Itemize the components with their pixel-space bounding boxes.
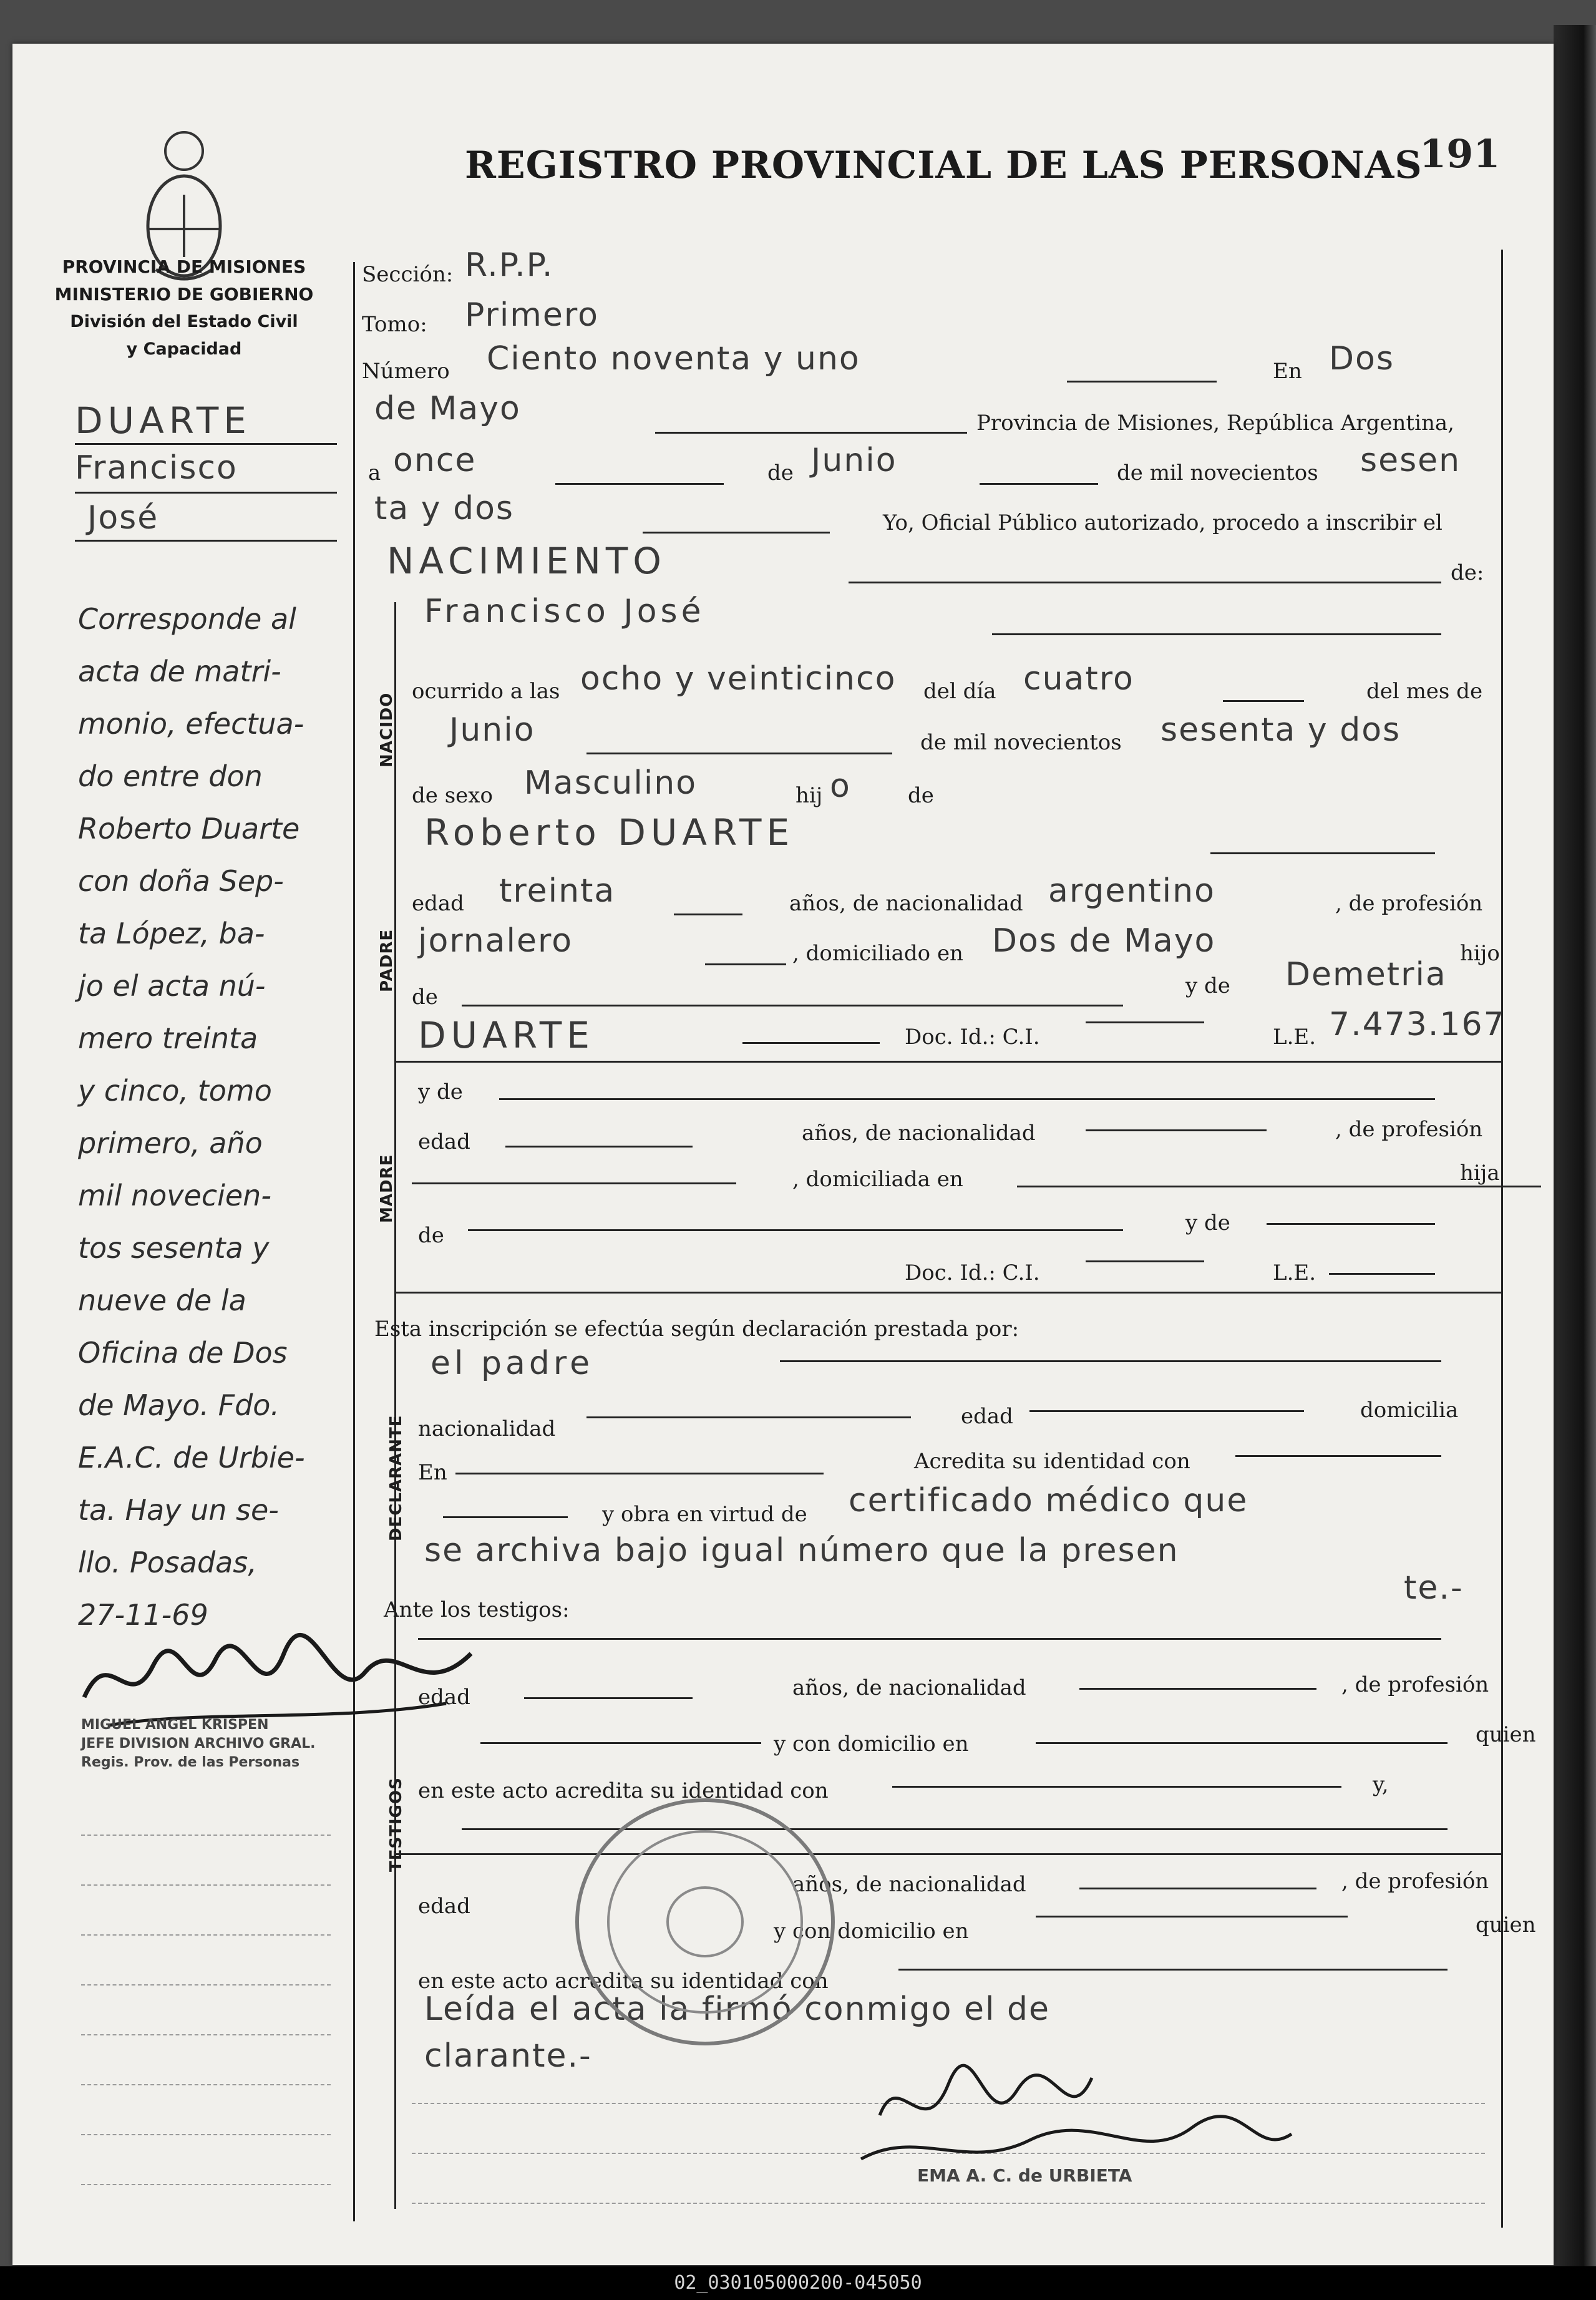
label-hijo: hij [796,783,823,808]
section-testigos: TESTIGOS [387,1777,406,1872]
label-en-este-acto-1: en este acto acredita su identidad con [418,1778,829,1803]
label-y-de-madre-2: y de [1185,1211,1230,1235]
label-a: a [368,460,381,485]
value-tomo: Primero [465,296,599,334]
label-y-comma: y, [1373,1772,1389,1797]
label-doc-id-padre: Doc. Id.: C.I. [905,1025,1040,1050]
label-en-decl: En [418,1460,447,1485]
value-nombre: Francisco José [424,593,705,630]
label-ante-testigos: Ante los testigos: [384,1597,570,1622]
label-domicilia: domicilia [1360,1398,1459,1423]
label-esta-inscripcion: Esta inscripción se efectúa según declaración prestada por: [374,1317,1019,1342]
label-domicilio-test-2: y con domicilio en [774,1919,969,1944]
label-en-este-acto-2: en este acto acredita su identidad con [418,1969,829,1994]
value-seccion: R.P.P. [465,246,554,284]
file-identifier: 02_030105000200-045050 [674,2272,922,2294]
label-profesion-madre: , de profesión [1335,1117,1483,1142]
margin-given-2: José [87,499,159,537]
label-anos-nac-padre: años, de nacionalidad [789,891,1023,916]
label-obra: y obra en virtud de [602,1502,807,1527]
label-hijo-padre: hijo [1460,941,1500,966]
header-ministry: MINISTERIO DE GOBIERNO [54,284,314,305]
label-de-mes: de [767,460,794,485]
margin-given-1: Francisco [75,449,238,487]
value-padre-edad: treinta [499,872,616,910]
label-de-colon: de: [1451,560,1484,585]
folio-number: 191 [1419,131,1501,177]
value-y-de-apellido: DUARTE [418,1014,595,1056]
page-title: REGISTRO PROVINCIAL DE LAS PERSONAS [465,144,1423,187]
marginal-note: Corresponde al acta de matri- monio, efectua- do entre don Roberto Duarte con doña Sep- ta López, ba- jo el acta nú- mero treinta y cinco, tomo primero, año mil novecien- tos sesenta y nueve de la Oficina de Dos de Mayo. Fdo. E.A.C. de Urbie- ta. Hay un se- llo. Posadas, 27-11-69 [78,602,305,1632]
label-tomo: Tomo: [362,312,427,337]
label-de-padre: de [412,985,438,1010]
label-domiciliada: , domiciliada en [792,1167,963,1192]
label-nacionalidad-decl: nacionalidad [418,1416,556,1441]
margin-surname: DUARTE [75,399,251,442]
value-obra-3: te.- [1404,1569,1464,1607]
label-en: En [1273,359,1302,384]
label-doc-id-madre: Doc. Id.: C.I. [905,1260,1040,1285]
label-de-madre: de [418,1223,444,1248]
label-anos-nac-test-2: años, de nacionalidad [792,1872,1026,1897]
value-obra-1: certificado médico que [849,1482,1248,1519]
label-anos-nac-madre: años, de nacionalidad [802,1121,1036,1146]
label-edad-madre: edad [418,1129,470,1154]
label-edad-padre: edad [412,891,464,916]
margin-stamp: MIGUEL ANGEL KRISPEN JEFE DIVISION ARCHIVO GRAL. Regis. Prov. de las Personas [81,1717,316,1770]
label-yo-oficial: Yo, Oficial Público autorizado, procedo a inscribir el [883,510,1443,535]
label-de-hijo: de [908,783,934,808]
value-y-de: Demetria [1285,956,1447,993]
value-padre-nac: argentino [1048,872,1215,910]
margin-divider [353,262,355,2221]
label-del-mes: del mes de [1366,679,1483,704]
value-lugar-2: de Mayo [374,390,521,427]
value-cierre-1: Leída el acta la firmó conmigo el de [424,1991,1050,2028]
value-hora: ocho y veinticinco [580,660,897,698]
label-edad-test-1: edad [418,1685,470,1710]
value-hijo-sufijo: o [830,767,851,805]
header-division-2: y Capacidad [126,339,242,359]
value-anio-nac: sesenta y dos [1161,711,1401,749]
label-domicilio-test-1: y con domicilio en [774,1732,969,1757]
value-lugar-1: Dos [1329,340,1394,378]
section-rule-2 [394,1691,396,2209]
value-padre-prof: jornalero [418,922,573,960]
label-le-madre: L.E. [1273,1260,1316,1285]
label-profesion-padre: , de profesión [1335,891,1483,916]
value-cierre-2: clarante.- [424,2037,592,2075]
label-le-padre: L.E. [1273,1025,1316,1050]
section-declarante: DECLARANTE [387,1415,406,1541]
label-mil-novecientos: de mil novecientos [1117,460,1318,485]
value-dia-nac: cuatro [1023,660,1134,698]
label-de-mil: de mil novecientos [920,730,1122,755]
label-profesion-test-2: , de profesión [1341,1869,1489,1894]
label-y-de-madre: y de [418,1079,463,1104]
label-profesion-test-1: , de profesión [1341,1672,1489,1697]
label-domiciliado: , domiciliado en [792,941,963,966]
value-numero: Ciento noventa y uno [487,340,860,378]
value-declarante: el padre [431,1345,594,1382]
label-acredita: Acredita su identidad con [914,1449,1190,1474]
official-name-stamp: EMA A. C. de URBIETA [917,2165,1132,2186]
label-de-sexo: de sexo [412,783,493,808]
value-dia: once [393,442,477,479]
label-anos-nac-test-1: años, de nacionalidad [792,1675,1026,1700]
value-padre-nombre: Roberto DUARTE [424,811,795,854]
label-edad-test-2: edad [418,1894,470,1919]
label-seccion: Sección: [362,262,454,287]
header-province: PROVINCIA DE MISIONES [62,256,306,277]
label-quien-test-1: quien [1476,1722,1536,1747]
section-nacido: NACIDO [377,692,396,767]
value-anio-2: ta y dos [374,490,514,527]
value-sexo: Masculino [524,764,698,802]
label-edad-decl: edad [961,1404,1013,1429]
value-mes: Junio [811,442,897,479]
label-provincia: Provincia de Misiones, República Argentina, [976,411,1454,436]
register-page [12,44,1554,2265]
value-padre-le: 7.473.167 [1329,1006,1506,1043]
book-spine [1554,25,1596,2271]
label-del-dia: del día [923,679,996,704]
label-y-de-padre: y de [1185,973,1230,998]
value-tipo-acta: NACIMIENTO [387,540,666,582]
label-numero: Número [362,359,450,384]
value-anio-1: sesen [1360,442,1461,479]
label-ocurrido: ocurrido a las [412,679,560,704]
value-mes-nac: Junio [449,711,535,749]
value-padre-dom: Dos de Mayo [992,922,1216,960]
value-obra-2: se archiva bajo igual número que la presen [424,1532,1179,1569]
label-quien-test-2: quien [1476,1913,1536,1937]
section-madre: MADRE [377,1154,396,1223]
official-seal-icon [568,1791,842,2053]
closing-signatures [842,2040,1316,2184]
header-division-1: División del Estado Civil [70,312,298,331]
label-hija: hija [1460,1161,1500,1186]
footer-bar [0,2266,1596,2300]
section-padre: PADRE [377,928,396,992]
